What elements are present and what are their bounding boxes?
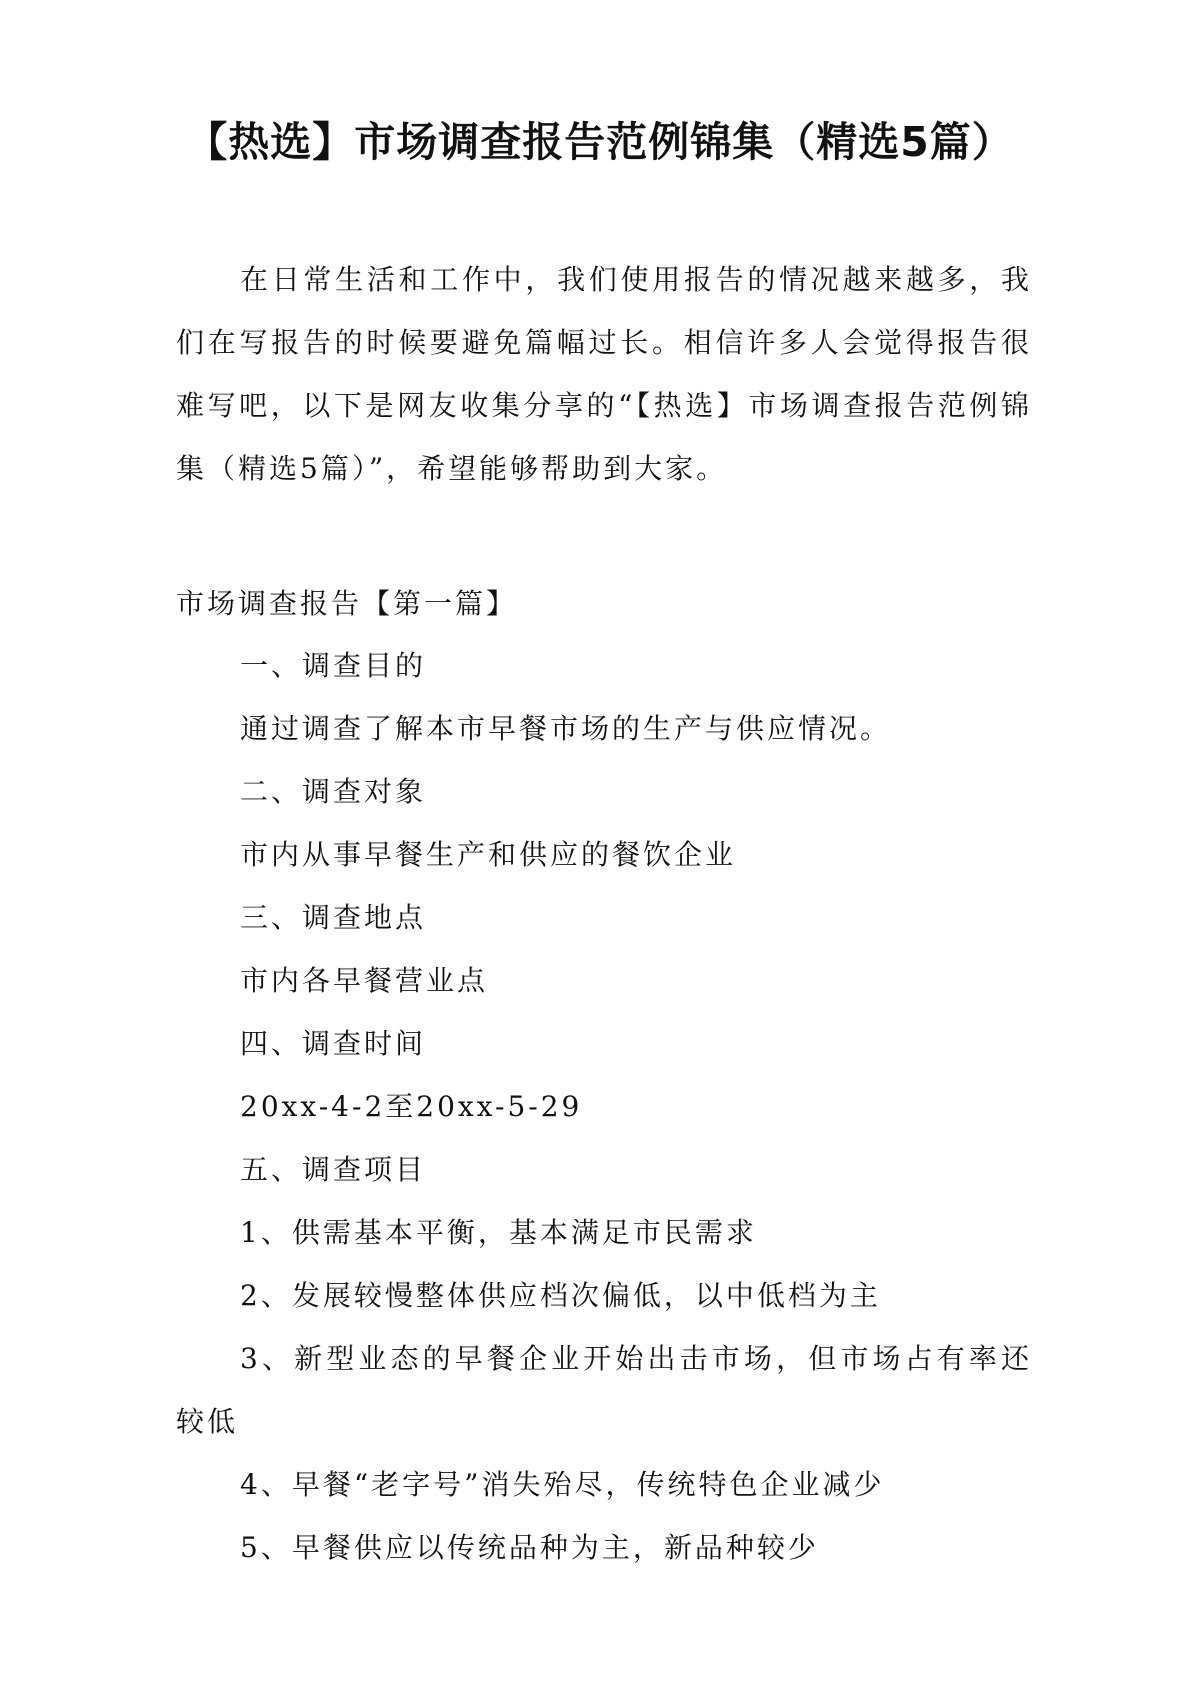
item-heading-items: 五、调查项目 (240, 1153, 427, 1186)
intro-paragraph: 在日常生活和工作中，我们使用报告的情况越来越多，我们在写报告的时候要避免篇幅过长。相信许多人会觉得报告很难写吧，以下是网友收集分享的“【热选】市场调查报告范例锦集（精选5篇）”，希望能够帮助到大家。 (176, 263, 1032, 485)
list-item: 3、新型业态的早餐企业开始出击市场，但市场占有率还较低 (176, 1342, 1032, 1438)
document-title: 【热选】市场调查报告范例锦集（精选5篇） (186, 118, 1014, 166)
item-heading-target: 二、调查对象 (240, 775, 427, 808)
item-text-purpose: 通过调查了解本市早餐市场的生产与供应情况。 (240, 712, 892, 745)
item-text-time: 20xx-4-2至20xx-5-29 (240, 1090, 583, 1123)
list-item: 2、发展较慢整体供应档次偏低，以中低档为主 (240, 1279, 881, 1312)
section-heading: 市场调查报告【第一篇】 (176, 587, 518, 620)
item-heading-location: 三、调查地点 (240, 901, 427, 934)
list-item: 5、早餐供应以传统品种为主，新品种较少 (240, 1531, 819, 1564)
item-heading-time: 四、调查时间 (240, 1027, 427, 1060)
item-text-location: 市内各早餐营业点 (240, 964, 489, 997)
list-item: 4、早餐“老字号”消失殆尽，传统特色企业减少 (240, 1468, 885, 1501)
item-heading-purpose: 一、调查目的 (240, 649, 427, 682)
item-text-target: 市内从事早餐生产和供应的餐饮企业 (240, 838, 737, 871)
list-item: 1、供需基本平衡，基本满足市民需求 (240, 1216, 757, 1249)
